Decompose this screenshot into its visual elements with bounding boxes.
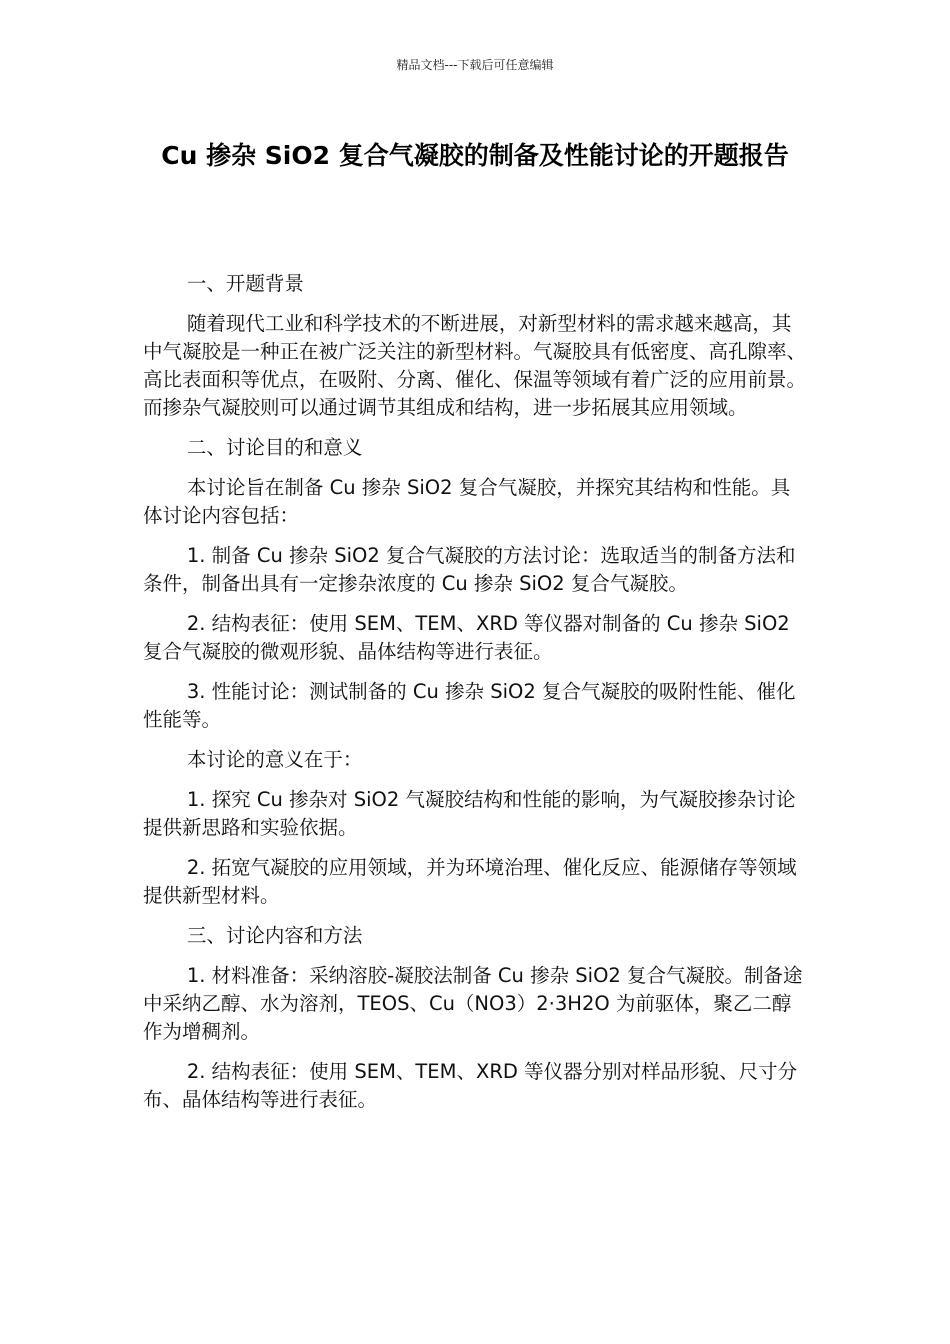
list-item-performance: 3. 性能讨论：测试制备的 Cu 掺杂 SiO2 复合气凝胶的吸附性能、催化性能等。	[143, 680, 796, 731]
section-heading-background: 一、开题背景	[186, 272, 304, 295]
document-title: Cu 掺杂 SiO2 复合气凝胶的制备及性能讨论的开题报告	[161, 141, 789, 170]
list-item-preparation-method: 1. 制备 Cu 掺杂 SiO2 复合气凝胶的方法讨论：选取适当的制备方法和条件，制备出具有一定掺杂浓度的 Cu 掺杂 SiO2 复合气凝胶。	[143, 544, 796, 595]
list-item-structure-characterization: 2. 结构表征：使用 SEM、TEM、XRD 等仪器对制备的 Cu 掺杂 SiO2 复合气凝胶的微观形貌、晶体结构等进行表征。	[143, 612, 790, 663]
list-item-significance-1: 1. 探究 Cu 掺杂对 SiO2 气凝胶结构和性能的影响，为气凝胶掺杂讨论提供新思路和实验依据。	[143, 788, 796, 839]
section-heading-methods: 三、讨论内容和方法	[186, 924, 363, 947]
list-item-characterization: 2. 结构表征：使用 SEM、TEM、XRD 等仪器分别对样品形貌、尺寸分布、晶体结构等进行表征。	[143, 1060, 798, 1111]
document-body	[143, 270, 807, 1126]
section-heading-purpose: 二、讨论目的和意义	[186, 436, 363, 459]
page-header: 精品文档---下载后可任意编辑	[396, 58, 554, 72]
paragraph-purpose-intro: 本讨论旨在制备 Cu 掺杂 SiO2 复合气凝胶，并探究其结构和性能。具体讨论内容包括：	[143, 476, 791, 527]
paragraph-significance-intro: 本讨论的意义在于：	[186, 748, 363, 771]
list-item-materials: 1. 材料准备：采纳溶胶-凝胶法制备 Cu 掺杂 SiO2 复合气凝胶。制备途中采纳乙醇、水为溶剂，TEOS、Cu（NO3）2·3H2O 为前驱体，聚乙二醇作为增稠剂。	[143, 964, 803, 1043]
list-item-significance-2: 2. 拓宽气凝胶的应用领域，并为环境治理、催化反应、能源储存等领域提供新型材料。	[143, 856, 797, 907]
paragraph-background: 随着现代工业和科学技术的不断进展，对新型材料的需求越来越高，其中气凝胶是一种正在被广泛关注的新型材料。气凝胶具有低密度、高孔隙率、高比表面积等优点，在吸附、分离、催化、保温等领域有着广泛的应用前景。而掺杂气凝胶则可以通过调节其组成和结构，进一步拓展其应用领域。	[143, 312, 807, 419]
